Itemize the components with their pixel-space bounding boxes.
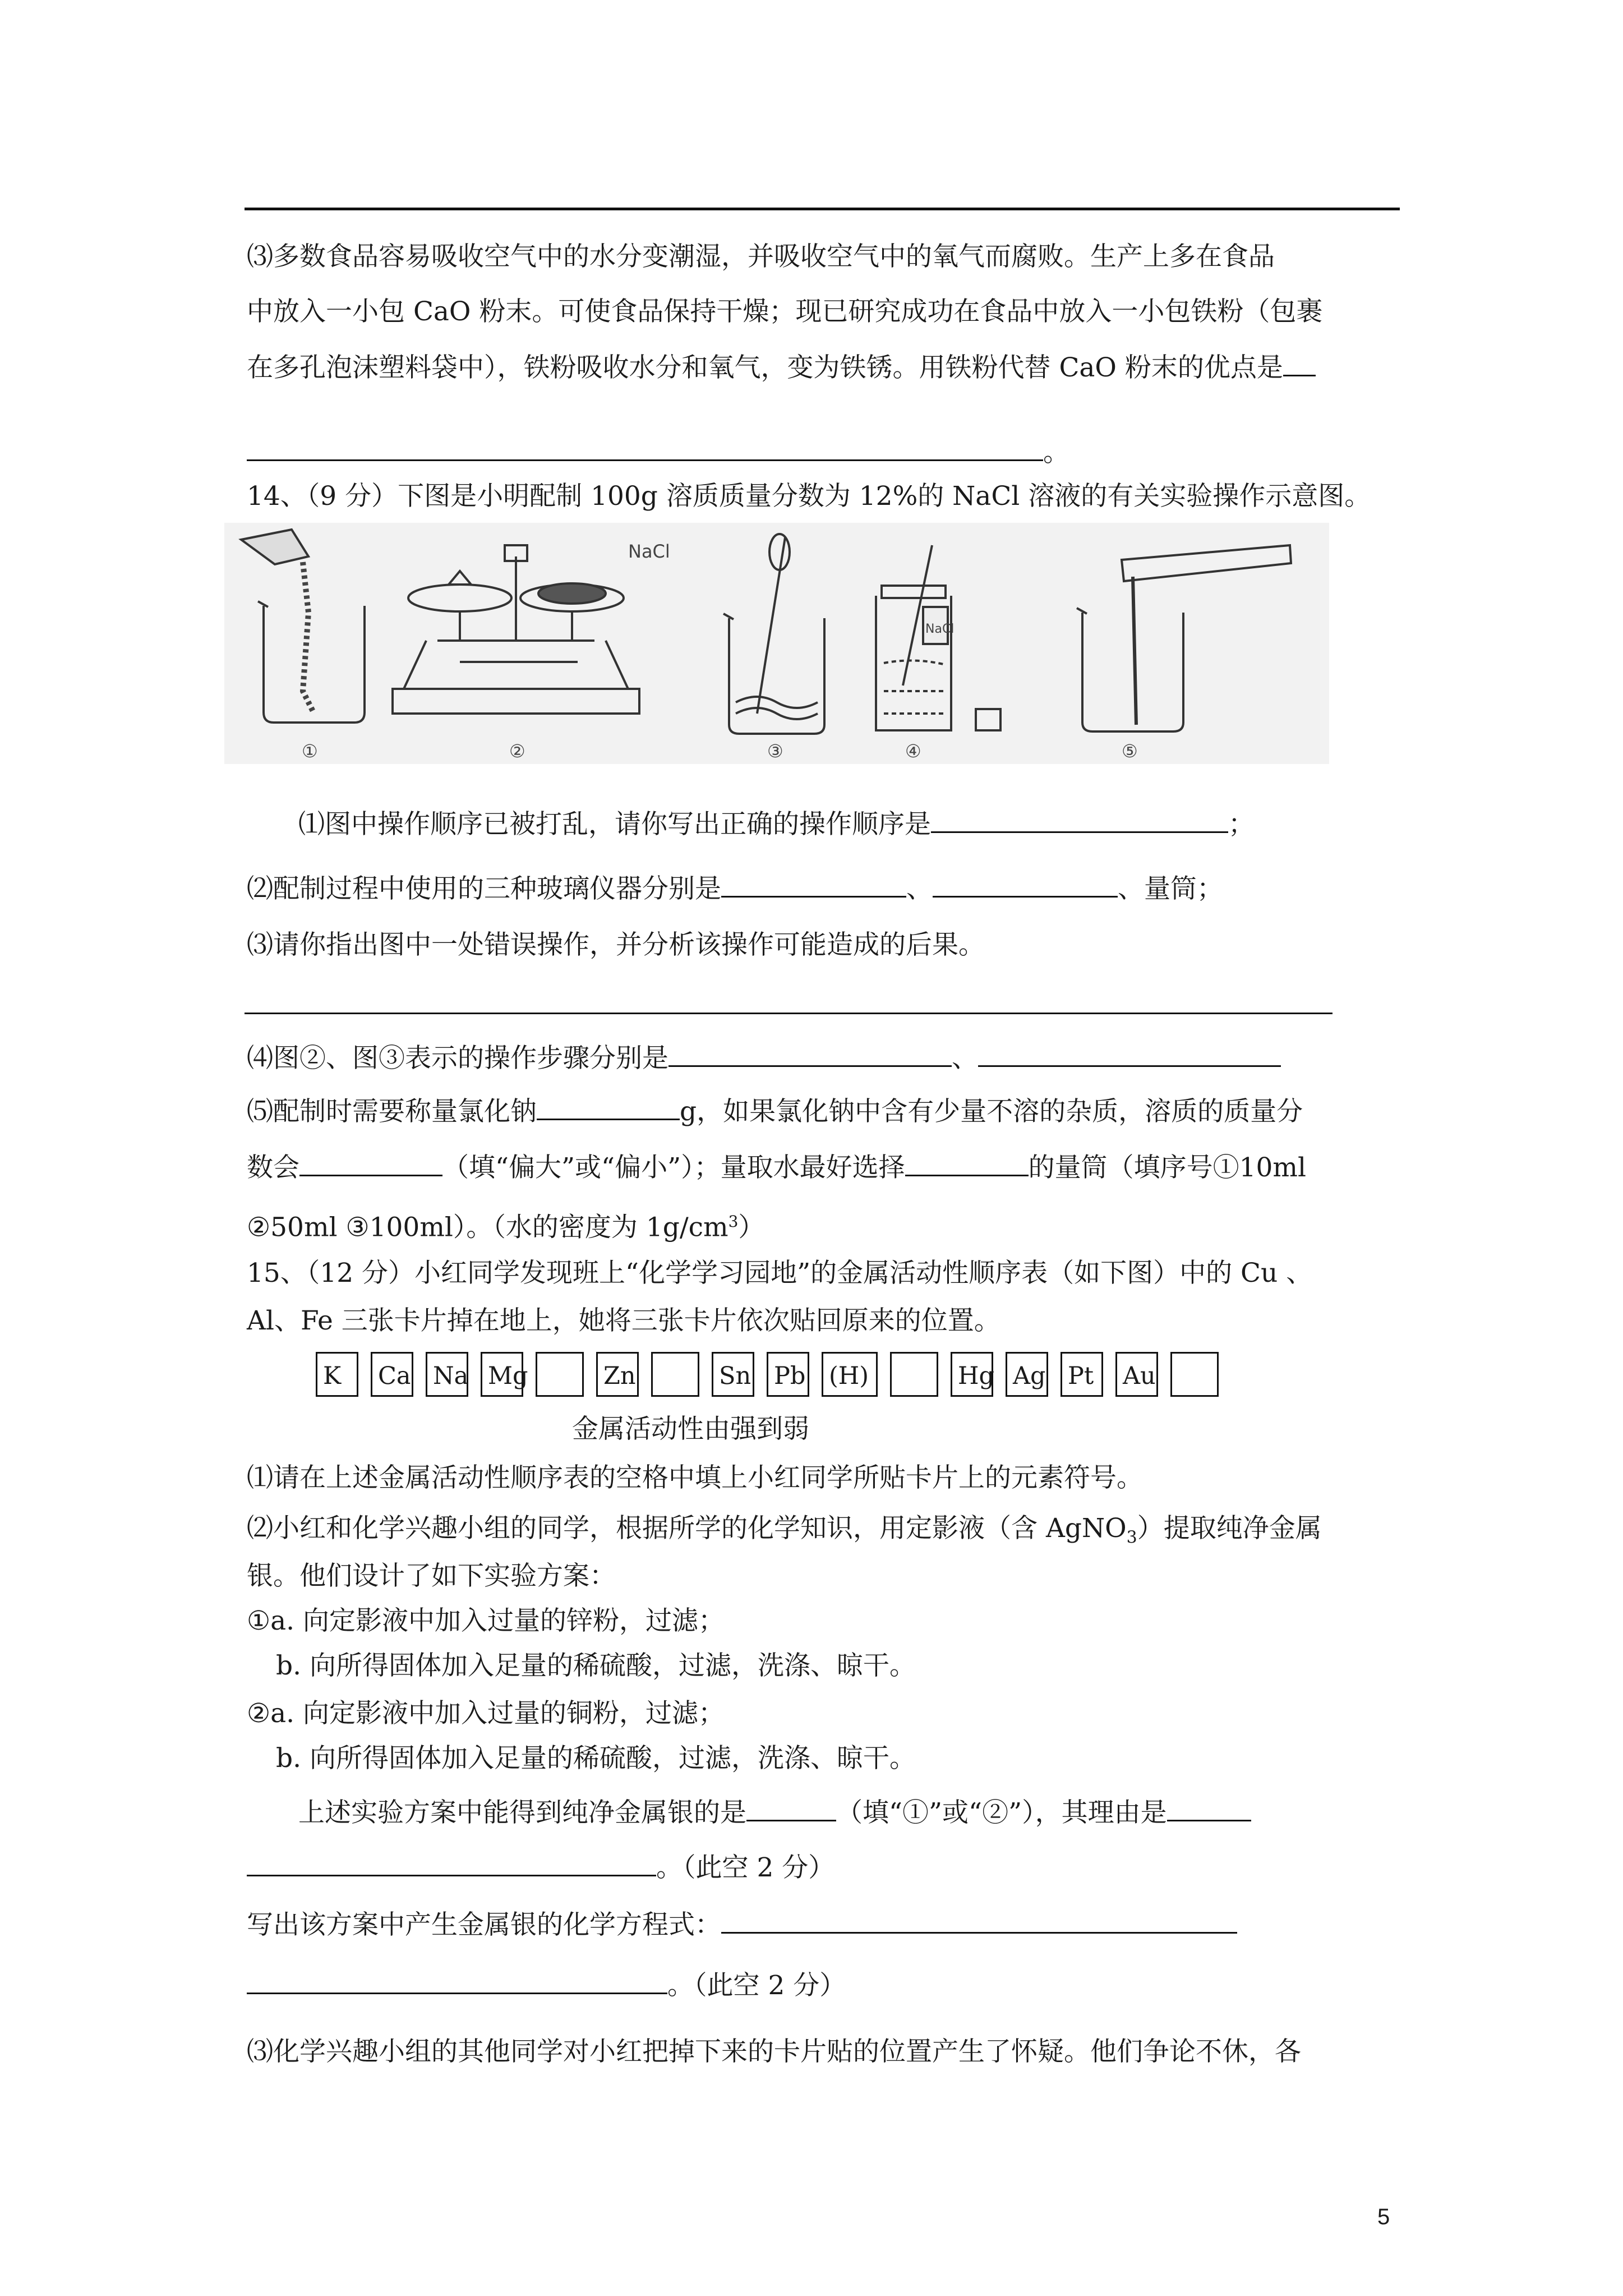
answer-blank[interactable] — [1283, 350, 1316, 376]
step1-pouring-solid — [241, 530, 365, 723]
q15-title2: Al、Fe 三张卡片掉在地上，她将三张卡片依次贴回原来的位置。 — [247, 1305, 1000, 1336]
q15-title1: 15、（12 分）小红同学发现班上“化学学习园地”的金属活动性顺序表（如下图）中的 Cu 、 — [247, 1258, 1313, 1289]
q14-p5-text-f: ②50ml ③100ml）。（水的密度为 1g/cm — [247, 1212, 728, 1243]
header-rule — [245, 208, 1400, 210]
q14-p5-text-g: ） — [738, 1212, 765, 1243]
answer-blank[interactable] — [931, 807, 1228, 833]
q13-3-line1: ⑶多数食品容易吸收空气中的水分变潮湿，并吸收空气中的氧气而腐败。生产上多在食品 — [247, 241, 1275, 272]
metal-cell: Ca — [371, 1352, 413, 1397]
q15-question-line2 — [247, 1850, 834, 1885]
answer-blank[interactable] — [247, 1850, 656, 1876]
experiment-figure — [224, 523, 1329, 764]
answer-line[interactable] — [245, 1013, 1332, 1014]
scheme-2a: ②a. 向定影液中加入过量的铜粉，过滤； — [247, 1698, 725, 1729]
answer-blank[interactable] — [933, 871, 1118, 898]
answer-blank[interactable] — [721, 1907, 1237, 1934]
answer-blank[interactable] — [746, 1795, 836, 1821]
answer-blank[interactable] — [247, 435, 1043, 461]
answer-blank[interactable] — [668, 1041, 952, 1067]
answer-blank[interactable] — [905, 1150, 1029, 1176]
q14-p1 — [298, 807, 1255, 841]
metal-cell-blank[interactable] — [536, 1352, 584, 1397]
step4-taking-nacl — [876, 545, 1000, 730]
answer-blank[interactable] — [1167, 1795, 1251, 1821]
superscript-3: 3 — [728, 1212, 739, 1231]
q14-p5-text-c: 数会 — [247, 1152, 299, 1183]
q14-p1-text: ⑴图中操作顺序已被打乱，请你写出正确的操作顺序是 — [298, 809, 931, 840]
caption-5: ⑤ — [1122, 740, 1138, 762]
metal-activity-series — [316, 1352, 1231, 1400]
q14-p5-line1 — [247, 1094, 1303, 1129]
q15-p1: ⑴请在上述金属活动性顺序表的空格中填上小红同学所贴卡片上的元素符号。 — [247, 1462, 1143, 1493]
q15-question-b: （填“①”或“②”），其理由是 — [836, 1797, 1167, 1828]
q14-title: 14、（9 分）下图是小明配制 100g 溶质质量分数为 12%的 NaCl 溶液的有关实验操作示意图。 — [247, 481, 1371, 512]
q14-p5-line3 — [247, 1205, 764, 1245]
q15-question-a: 上述实验方案中能得到纯净金属银的是 — [298, 1797, 746, 1828]
metal-cell-blank[interactable] — [1170, 1352, 1219, 1397]
q13-3-line3-text: 在多孔泡沫塑料袋中），铁粉吸收水分和氧气，变为铁锈。用铁粉代替 CaO 粉末的优点是 — [247, 352, 1283, 383]
q15-p2-text-a: ⑵小红和化学兴趣小组的同学，根据所学的化学知识，用定影液（含 AgNO — [247, 1513, 1127, 1544]
q13-3-line3 — [247, 350, 1316, 385]
q14-p4-text: ⑷图②、图③表示的操作步骤分别是 — [247, 1043, 668, 1074]
q14-p5-line2 — [247, 1150, 1306, 1185]
nacl-label: NaCl — [628, 541, 670, 562]
q15-question-c: 。（此空 2 分） — [656, 1852, 835, 1883]
metal-cell: Au — [1115, 1352, 1158, 1397]
q14-p5-text-e: 的量筒（填序号①10ml — [1028, 1152, 1307, 1183]
metal-cell: Zn — [596, 1352, 639, 1397]
q14-p5-text-b: g，如果氯化钠中含有少量不溶的杂质，溶质的质量分 — [680, 1096, 1303, 1127]
q15-p3: ⑶化学兴趣小组的其他同学对小红把掉下来的卡片贴的位置产生了怀疑。他们争论不休，各 — [247, 2036, 1301, 2067]
page-number: 5 — [1377, 2205, 1390, 2229]
step2-balance — [393, 545, 639, 714]
metal-cell-blank[interactable] — [890, 1352, 938, 1397]
q15-eq-a: 写出该方案中产生金属银的化学方程式： — [247, 1910, 721, 1940]
q14-p3: ⑶请你指出图中一处错误操作，并分析该操作可能造成的后果。 — [247, 930, 985, 960]
scheme-2b: b. 向所得固体加入足量的稀硫酸，过滤，洗涤、晾干。 — [276, 1743, 916, 1774]
q13-3-line4-end: 。 — [1043, 437, 1069, 468]
q13-3-line4 — [247, 435, 1069, 470]
q14-p4 — [247, 1041, 1281, 1075]
caption-4: ④ — [905, 740, 921, 762]
table-caption: 金属活动性由强到弱 — [572, 1414, 809, 1444]
metal-cell: K — [316, 1352, 358, 1397]
q15-p2-text-b: ）提取纯净金属 — [1137, 1513, 1322, 1544]
metal-cell: Hg — [951, 1352, 993, 1397]
answer-blank[interactable] — [721, 871, 906, 898]
q15-equation — [247, 1907, 1237, 1942]
metal-cell: Pb — [767, 1352, 809, 1397]
q14-p2 — [247, 871, 1223, 906]
metal-cell: Na — [426, 1352, 468, 1397]
q14-p2-text: ⑵配制过程中使用的三种玻璃仪器分别是 — [247, 873, 721, 904]
step3-dissolving — [723, 534, 824, 734]
q13-3-line2: 中放入一小包 CaO 粉末。可使食品保持干燥；现已研究成功在食品中放入一小包铁粉（包裹 — [247, 296, 1323, 327]
metal-cell: Pt — [1061, 1352, 1103, 1397]
experiment-illustration — [224, 523, 1329, 764]
subscript-3: 3 — [1126, 1527, 1137, 1548]
q15-p2-line1 — [247, 1512, 1322, 1554]
q14-p1-end: ； — [1228, 809, 1255, 840]
q15-p2-line2: 银。他们设计了如下实验方案： — [247, 1561, 616, 1591]
answer-blank[interactable] — [978, 1041, 1281, 1067]
q14-p5-text-d: （填“偏大”或“偏小”）；量取水最好选择 — [442, 1152, 905, 1183]
answer-blank[interactable] — [247, 1968, 667, 1994]
metal-cell: (H) — [822, 1352, 878, 1397]
q14-p5-text-a: ⑸配制时需要称量氯化钠 — [247, 1096, 537, 1127]
caption-3: ③ — [767, 740, 783, 762]
scheme-1b: b. 向所得固体加入足量的稀硫酸，过滤，洗涤、晾干。 — [276, 1650, 916, 1681]
caption-2: ② — [509, 740, 525, 762]
caption-1: ① — [302, 740, 318, 762]
jar-nacl-label: NaCl — [925, 622, 955, 636]
step5-pouring-water — [1077, 545, 1291, 731]
metal-cell: Sn — [712, 1352, 754, 1397]
scheme-1a: ①a. 向定影液中加入过量的锌粉，过滤； — [247, 1605, 725, 1636]
answer-blank[interactable] — [299, 1150, 442, 1176]
answer-blank[interactable] — [537, 1094, 680, 1120]
metal-cell: Ag — [1006, 1352, 1048, 1397]
q14-p2-sep: 、 — [906, 873, 933, 904]
q14-p4-sep: 、 — [952, 1043, 978, 1074]
q14-p2-end: 、量筒； — [1118, 873, 1223, 904]
q15-question — [298, 1795, 1251, 1830]
metal-cell-blank[interactable] — [651, 1352, 699, 1397]
q15-equation-line2 — [247, 1968, 846, 2003]
q15-eq-b: 。（此空 2 分） — [667, 1970, 846, 2001]
metal-cell: Mg — [481, 1352, 523, 1397]
